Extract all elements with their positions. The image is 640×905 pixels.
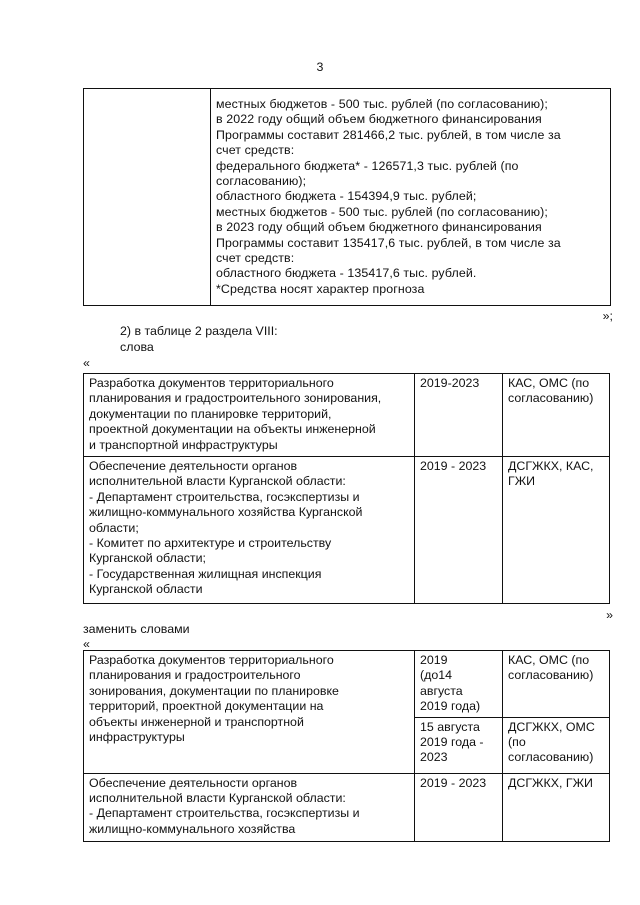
years-cell: 2019-2023 — [415, 374, 503, 457]
table-row — [84, 374, 610, 457]
closing-quote: » — [606, 608, 613, 622]
replace-label: заменить словами — [83, 622, 190, 636]
table-row — [84, 651, 610, 718]
executors-cell: КАС, ОМС (по согласованию) — [503, 374, 610, 457]
years-cell: 2019 (до14 августа 2019 года) — [415, 651, 503, 718]
years-cell: 2019 - 2023 — [415, 457, 503, 604]
opening-quote: « — [83, 637, 90, 651]
financing-text: местных бюджетов - 500 тыс. рублей (по согласованию); в 2022 году общий объем бюджетного финансирования Программы составит 281466,2 тыс. рублей, в том числе за счет средств: федерального бюджета* - 126571,3 тыс. рублей (по согласованию); областного бюджета - 154394,9 тыс. рублей; местных бюджетов - 500 тыс. рублей (по согласованию); в 2023 году общий объем бюджетного финансирования Программы составит 135417,6 тыс. рублей, в том числе за счет средств: областного бюджета - 135417,6 тыс. рублей. *Средства носят характер прогноза — [216, 97, 561, 296]
instruction-line: 2) в таблице 2 раздела VIII: — [120, 324, 278, 338]
executors-cell: ДСГЖКХ, ОМС (по согласованию) — [503, 717, 610, 773]
old-wording-table — [83, 373, 610, 604]
activity-description: Обеспечение деятельности органов исполнительной власти Курганской области: - Департамент строительства, госэкспертизы и жилищно-коммунального хозяйства — [84, 773, 415, 841]
executors-cell: КАС, ОМС (по согласованию) — [503, 651, 610, 718]
years-cell: 15 августа 2019 года - 2023 — [415, 717, 503, 773]
years-cell: 2019 - 2023 — [415, 773, 503, 841]
closing-quote: »; — [602, 309, 613, 323]
instruction-words-label: слова — [120, 340, 154, 354]
activity-description: Обеспечение деятельности органов исполнительной власти Курганской области: - Департамент строительства, госэкспертизы и жилищно-коммунального хозяйства Курганской области; - Комитет по архитектуре и строительству Курганской области; - Государственная жилищная инспекция Курганской области — [84, 457, 415, 604]
opening-quote: « — [83, 356, 90, 370]
executors-cell: ДСГЖКХ, КАС, ГЖИ — [503, 457, 610, 604]
financing-continuation-table — [83, 88, 611, 306]
table-row — [84, 457, 610, 604]
table-column-divider — [210, 89, 211, 305]
table-row — [84, 773, 610, 841]
executors-cell: ДСГЖКХ, ГЖИ — [503, 773, 610, 841]
page-number: 3 — [316, 60, 324, 74]
activity-description: Разработка документов территориального планирования и градостроительного зонирования, документации по планировке территорий, проектной документации на объекты инженерной и транспортной инфраструктуры — [84, 651, 415, 774]
activity-description: Разработка документов территориального планирования и градостроительного зонирования, документации по планировке территорий, проектной документации на объекты инженерной и транспортной инфраструктуры — [84, 374, 415, 457]
new-wording-table — [83, 650, 610, 842]
